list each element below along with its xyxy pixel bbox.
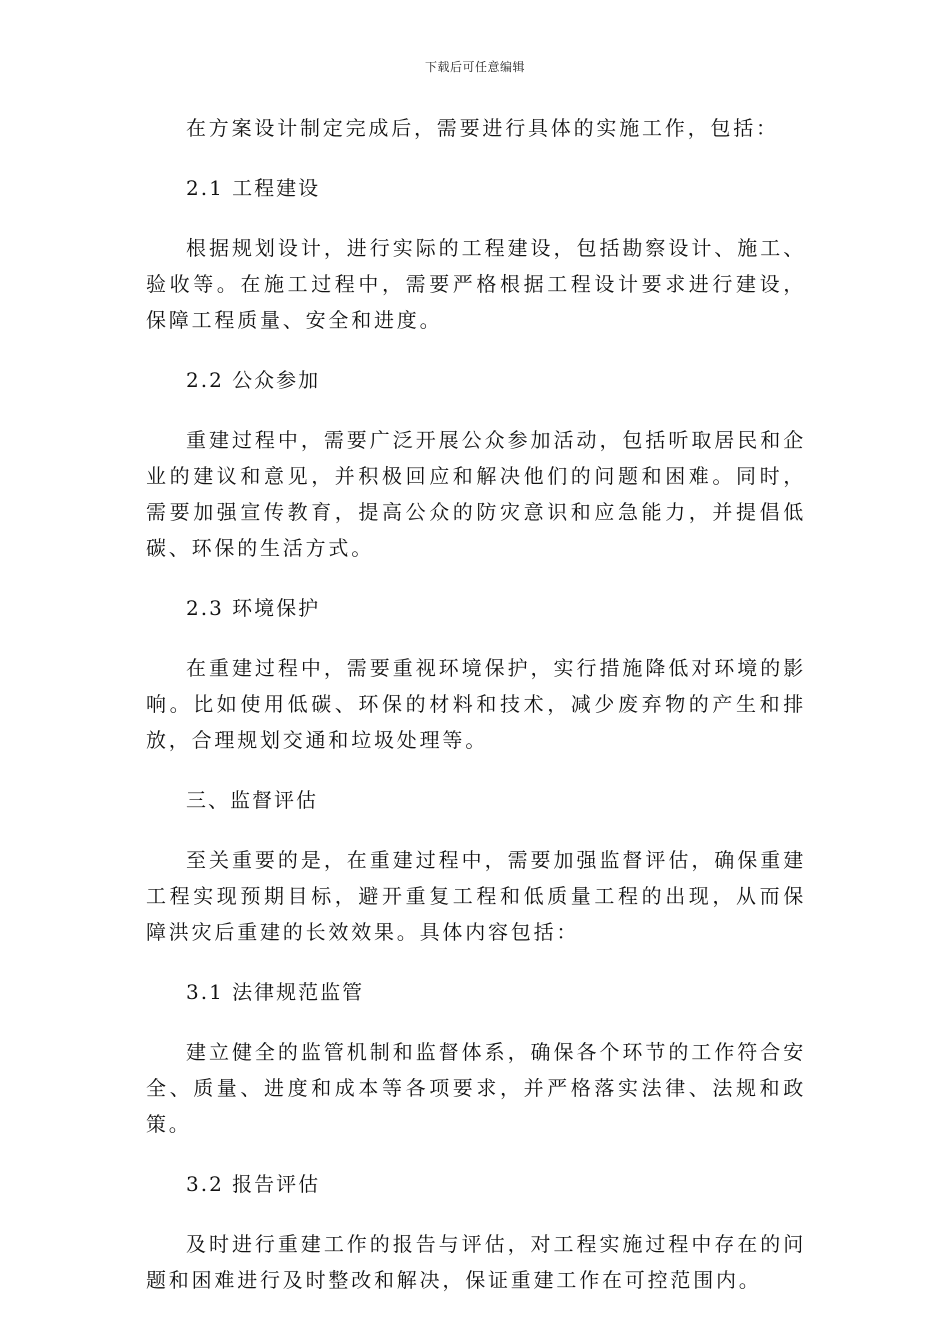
intro-paragraph: 在方案设计制定完成后，需要进行具体的实施工作，包括： — [186, 116, 779, 140]
section-heading-2-3: 2.3 环境保护 — [186, 596, 321, 620]
document-body — [146, 110, 806, 1322]
page-header: 下载后可任意编辑 — [424, 60, 525, 74]
section-heading-3-1: 3.1 法律规范监管 — [186, 980, 365, 1004]
section-heading-2-2: 2.2 公众参加 — [186, 368, 321, 392]
section-heading-2-1: 2.1 工程建设 — [186, 176, 321, 200]
paragraph-2-2: 重建过程中，需要广泛开展公众参加活动，包括听取居民和企业的建议和意见，并积极回应和解决他们的问题和困难。同时，需要加强宣传教育，提高公众的防灾意识和应急能力，并提倡低碳、环保的生活方式。 — [146, 428, 806, 560]
paragraph-2-1: 根据规划设计，进行实际的工程建设，包括勘察设计、施工、验收等。在施工过程中，需要严格根据工程设计要求进行建设，保障工程质量、安全和进度。 — [146, 236, 806, 332]
paragraph-3-1: 建立健全的监管机制和监督体系，确保各个环节的工作符合安全、质量、进度和成本等各项要求，并严格落实法律、法规和政策。 — [146, 1040, 806, 1136]
paragraph-3: 至关重要的是，在重建过程中，需要加强监督评估，确保重建工程实现预期目标，避开重复工程和低质量工程的出现，从而保障洪灾后重建的长效效果。具体内容包括： — [146, 848, 806, 944]
section-heading-3: 三、监督评估 — [186, 788, 318, 812]
section-heading-3-2: 3.2 报告评估 — [186, 1172, 321, 1196]
paragraph-3-2: 及时进行重建工作的报告与评估，对工程实施过程中存在的问题和困难进行及时整改和解决，保证重建工作在可控范围内。 — [146, 1232, 806, 1292]
paragraph-2-3: 在重建过程中，需要重视环境保护，实行措施降低对环境的影响。比如使用低碳、环保的材料和技术，减少废弃物的产生和排放，合理规划交通和垃圾处理等。 — [146, 656, 806, 752]
